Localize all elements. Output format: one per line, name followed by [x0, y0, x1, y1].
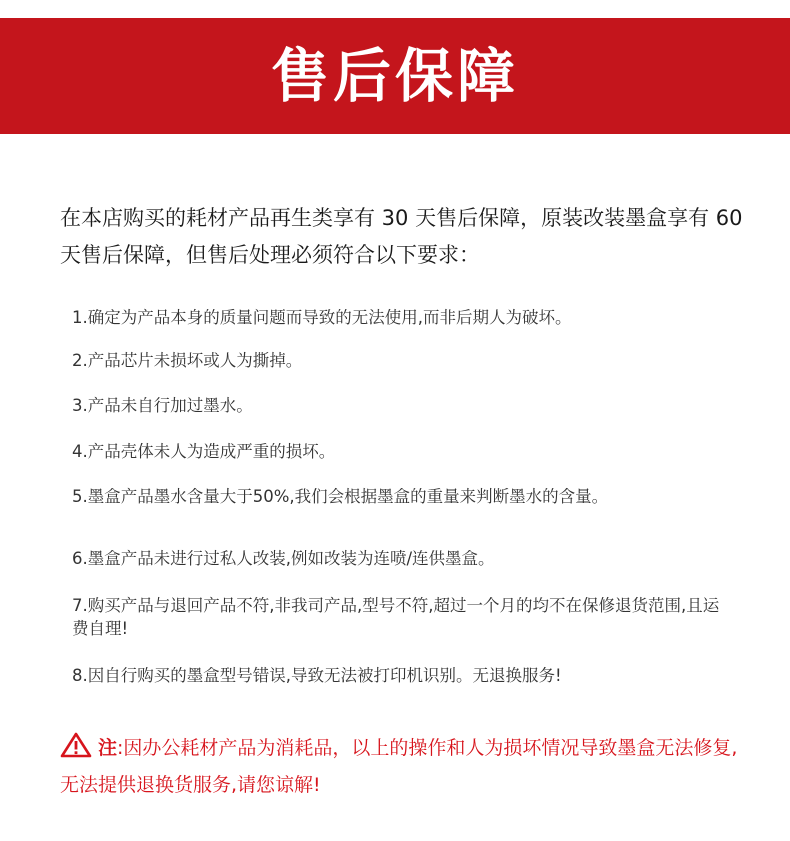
notice-separator: : [117, 737, 124, 759]
warning-triangle-icon [60, 732, 92, 758]
list-item: 3.产品未自行加过墨水。 [72, 396, 253, 415]
page-title: 售后保障 [270, 42, 519, 110]
header-banner [0, 18, 790, 134]
list-item: 5.墨盒产品墨水含量大于50%,我们会根据墨盒的重量来判断墨水的含量。 [72, 487, 609, 506]
notice-label: 注 [98, 737, 118, 759]
list-item: 4.产品壳体未人为造成严重的损坏。 [72, 442, 336, 461]
list-item: 7.购买产品与退回产品不符,非我司产品,型号不符,超过一个月的均不在保修退货范围,且运费自理! [72, 596, 720, 638]
list-item: 2.产品芯片未损坏或人为撕掉。 [72, 351, 303, 370]
notice-text: 因办公耗材产品为消耗品，以上的操作和人为损坏情况导致墨盒无法修复,无法提供退换货服务,请您谅解! [60, 737, 738, 796]
notice-block [60, 730, 750, 804]
intro-paragraph: 在本店购买的耗材产品再生类享有 30 天售后保障，原装改装墨盒享有 60 天售后保障，但售后处理必须符合以下要求： [60, 206, 743, 267]
top-strip [0, 0, 790, 18]
list-item: 8.因自行购买的墨盒型号错误,导致无法被打印机识别。无退换服务! [72, 666, 562, 685]
list-item: 6.墨盒产品未进行过私人改装,例如改装为连喷/连供墨盒。 [72, 549, 495, 568]
list-item: 1.确定为产品本身的质量问题而导致的无法使用,而非后期人为破坏。 [72, 308, 572, 327]
